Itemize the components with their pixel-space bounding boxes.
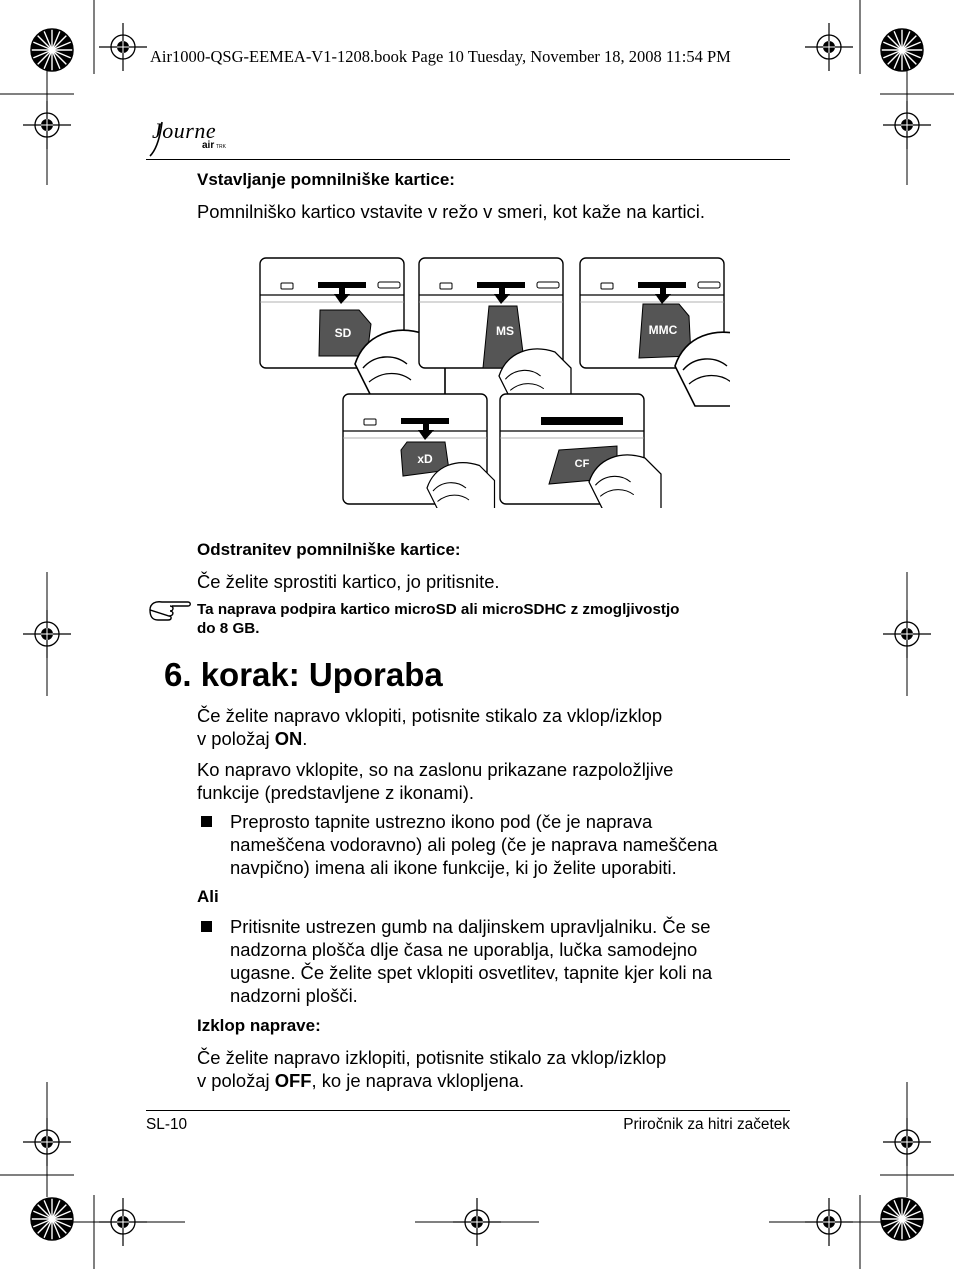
note-line-2: do 8 GB. [197,620,260,637]
insert-text: Pomnilniško kartico vstavite v režo v smeri, kot kaže na kartici. [197,201,705,222]
panel-sd [260,258,445,404]
step-p1-post: . [302,728,308,749]
bullet-2-line-1: Pritisnite ustrezen gumb na daljinskem upravljalniku. Če se [230,916,711,937]
bullet-2-line-3: ugasne. Če želite spet vklopiti osvetlitev, tapnite kjer koli na [230,962,713,983]
off-post: , ko je naprava vklopljena. [311,1070,525,1091]
logo-script: Journe [152,118,217,143]
footer-page-number: SL-10 [146,1116,188,1133]
card-xd-label: xD [417,452,433,466]
remove-heading: Odstranitev pomnilniške kartice: [197,540,461,559]
bullet-item [201,810,791,880]
card-ms-label: MS [496,324,514,338]
step-title: 6. korak: Uporaba [164,656,443,693]
brand-logo [148,116,238,162]
off-line-1: Če želite napravo izklopiti, potisnite stikalo za vklop/izklop [197,1047,667,1068]
off-heading: Izklop naprave: [197,1016,321,1035]
step-p2-line-1: Ko napravo vklopite, so na zaslonu prikazane razpoložljive [197,759,674,780]
footer-title: Priročnik za hitri začetek [623,1116,790,1133]
bullet-1-line-2: nameščena vodoravno) ali poleg (če je naprava nameščena [230,834,718,855]
step-p1-pre: v položaj [197,728,275,749]
bullet-2-line-2: nadzorna plošča dlje časa ne uporablja, lučka samodejno [230,939,698,960]
bullet-2-line-4: nadzorni plošči. [230,985,358,1006]
card-cf-label: CF [574,458,590,470]
panel-mmc [580,258,730,406]
step-p2-line-2: funkcije (predstavljene z ikonami). [197,782,474,803]
logo-tiny: TRK [216,144,226,150]
or-label: Ali [197,887,219,906]
off-pre: v položaj [197,1070,275,1091]
bullet-item [201,915,791,1008]
header-rule [146,159,790,160]
panel-xd [343,394,495,508]
logo-small: air [202,140,215,151]
bullet-square-icon [201,816,212,827]
remove-text: Če želite sprostiti kartico, jo pritisnite. [197,571,500,592]
step-p1-line-1: Če želite napravo vklopiti, potisnite stikalo za vklop/izklop [197,705,663,726]
panel-cf [500,394,661,508]
card-sd-label: SD [334,326,352,340]
card-illustrations [255,252,730,508]
step-p1-on: ON [274,728,303,749]
footer-rule [146,1110,790,1111]
pointing-hand-icon [148,598,192,622]
card-mmc-label: MMC [648,323,678,337]
note-line-1: Ta naprava podpira kartico microSD ali microSDHC z zmogljivostjo [197,601,680,618]
off-line-2 [197,1069,524,1092]
off-bold: OFF [274,1070,312,1091]
bullet-1-line-3: navpično) imena ali ikone funkcije, ki jo želite uporabiti. [230,857,677,878]
step-p1-line-2 [197,727,307,750]
insert-heading: Vstavljanje pomnilniške kartice: [197,170,455,189]
bullet-1-line-1: Preprosto tapnite ustrezno ikono pod (če je naprava [230,811,653,832]
bullet-text [230,915,790,1007]
print-header: Air1000-QSG-EEMEA-V1-1208.book Page 10 Tuesday, November 18, 2008 11:54 PM [150,47,731,66]
bullet-text [230,810,790,879]
bullet-square-icon [201,921,212,932]
